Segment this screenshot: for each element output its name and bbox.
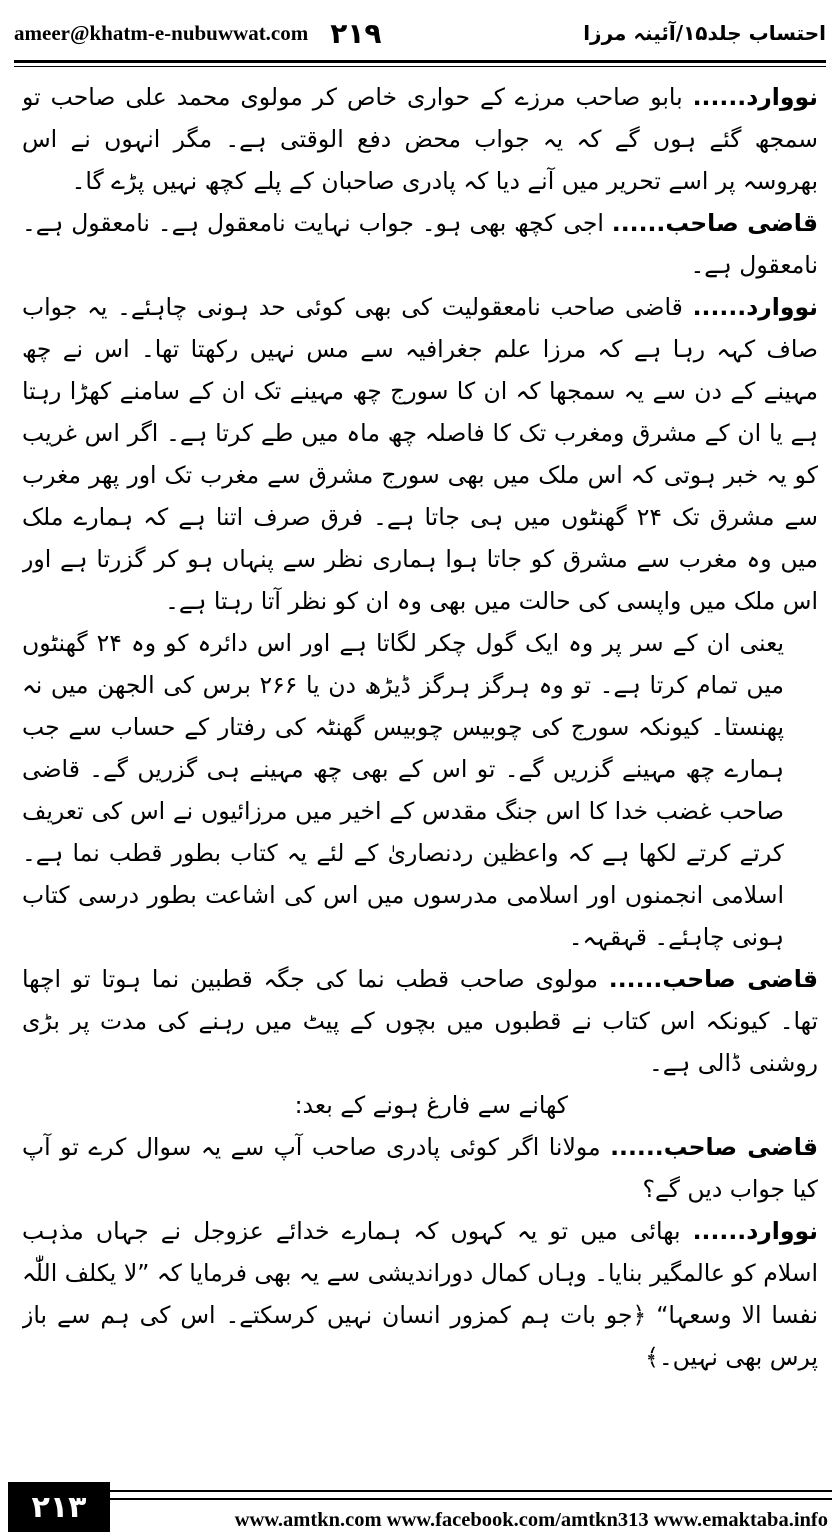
footer-rule bbox=[110, 1490, 832, 1500]
header-rule-thick bbox=[14, 60, 826, 63]
continuation-paragraph bbox=[22, 622, 818, 958]
paragraph-text: مولانا اگر کوئی پادری صاحب آپ سے یہ سوال کرے تو آپ کیا جواب دیں گے؟ bbox=[22, 1133, 818, 1203]
paragraph-text: بابو صاحب مرزے کے حواری خاص کر مولوی محمد علی صاحب تو سمجھ گئے ہوں گے کہ یہ جواب محض دفع الوقتی ہے۔ مگر انہوں نے اس بھروسہ پر اسے تحریر میں آنے دیا کہ پادری صاحبان کے پلے کچھ نہیں پڑے گا۔ bbox=[22, 83, 818, 195]
speaker-label: قاضی صاحب...... bbox=[611, 209, 818, 237]
footer-page-number: ۲۱۳ bbox=[8, 1482, 110, 1532]
speaker-label: نووارد...... bbox=[692, 293, 818, 321]
header-email: ameer@khatm-e-nubuwwat.com bbox=[14, 20, 309, 45]
dialogue-paragraph bbox=[22, 958, 818, 1084]
section-note bbox=[22, 1084, 818, 1126]
header-left bbox=[14, 17, 382, 50]
dialogue-paragraph bbox=[22, 1126, 818, 1210]
paragraph-text: یعنی ان کے سر پر وہ ایک گول چکر لگاتا ہے اور اس دائرہ کو وہ ۲۴ گھنٹوں میں تمام کرتا ہے۔ تو وہ ہرگز ہرگز ڈیڑھ دن یا ۲۶۶ برس کی الجھن میں نہ پھنستا۔ کیونکہ سورج کی چوبیس چوبیس گھنٹہ کی رفتار کے حساب سے جب ہمارے چھ مہینے گزریں گے۔ تو اس کے بھی چھ مہینے ہی گزریں گے۔ قاضی صاحب غضب خدا کا اس جنگ مقدس کے اخیر میں مرزائیوں نے اس کی تعریف کرتے کرتے لکھا ہے کہ واعظین ردنصاریٰ کے لئے یہ کتاب بطور قطب نما ہے۔ اسلامی انجمنوں اور اسلامی مدرسوں میں اس کی اشاعت بطور درسی کتاب ہونی چاہئے۔ قہقہہ۔ bbox=[22, 629, 785, 951]
dialogue-paragraph bbox=[22, 1210, 818, 1378]
header-page-number: ۲۱۹ bbox=[330, 16, 382, 50]
header-rule-thin bbox=[14, 66, 826, 67]
paragraph-text: مولوی صاحب قطب نما کی جگہ قطبین نما ہوتا تو اچھا تھا۔ کیونکہ اس کتاب نے قطبوں میں بچوں کے پیٹ میں رہنے کی مدت پر بڑی روشنی ڈالی ہے۔ bbox=[22, 965, 818, 1077]
page-header bbox=[14, 10, 826, 56]
book-title: احتساب جلد۱۵/آئینہ مرزا bbox=[583, 21, 826, 45]
speaker-label: قاضی صاحب...... bbox=[610, 1133, 818, 1161]
paragraph-text: اجی کچھ بھی ہو۔ جواب نہایت نامعقول ہے۔ نامعقول ہے۔ نامعقول ہے۔ bbox=[22, 209, 818, 279]
footer-links[interactable]: www.amtkn.com www.facebook.com/amtkn313 www.emaktaba.info bbox=[234, 1509, 828, 1531]
dialogue-paragraph bbox=[22, 286, 818, 622]
paragraph-text: بھائی میں تو یہ کہوں کہ ہمارے خدائے عزوجل نے جہاں مذہب اسلام کو عالمگیر بنایا۔ وہاں کمال دوراندیشی سے یہ بھی فرمایا کہ ”لا یکلف اللّٰہ نفسا الا وسعہا“ ﴿جو بات ہم کمزور انسان نہیں کرسکتے۔ اس کی ہم سے باز پرس بھی نہیں۔﴾ bbox=[22, 1217, 818, 1371]
main-text bbox=[22, 76, 818, 1452]
paragraph-text: قاضی صاحب نامعقولیت کی بھی کوئی حد ہونی چاہئے۔ یہ جواب صاف کہہ رہا ہے کہ مرزا علم جغرافیہ سے مس نہیں رکھتا تھا۔ اس نے چھ مہینے کے دن سے یہ سمجھا کہ ان کا سورج چھ مہینے تک ان کے سامنے کھڑا رہتا ہے یا ان کے مشرق ومغرب تک کا فاصلہ چھ ماہ میں طے کرتا ہے۔ اگر اس غریب کو یہ خبر ہوتی کہ اس ملک میں بھی سورج مشرق سے مغرب تک اور پھر مغرب سے مشرق تک ۲۴ گھنٹوں میں ہی جاتا ہے۔ فرق صرف اتنا ہے کہ ہمارے ملک میں وہ مغرب سے مشرق کو جاتا ہوا ہماری نظر سے پنہاں ہو کر گزرتا ہے اور اس ملک میں واپسی کی حالت میں بھی وہ ان کو نظر آتا رہتا ہے۔ bbox=[22, 293, 818, 615]
page-footer bbox=[8, 1478, 832, 1532]
dialogue-paragraph bbox=[22, 76, 818, 202]
speaker-label: قاضی صاحب...... bbox=[608, 965, 818, 993]
footer-bar bbox=[110, 1482, 832, 1532]
dialogue-paragraph bbox=[22, 202, 818, 286]
speaker-label: نووارد...... bbox=[692, 83, 818, 111]
paragraph-text: کھانے سے فارغ ہونے کے بعد: bbox=[294, 1091, 568, 1119]
speaker-label: نووارد...... bbox=[692, 1217, 818, 1245]
